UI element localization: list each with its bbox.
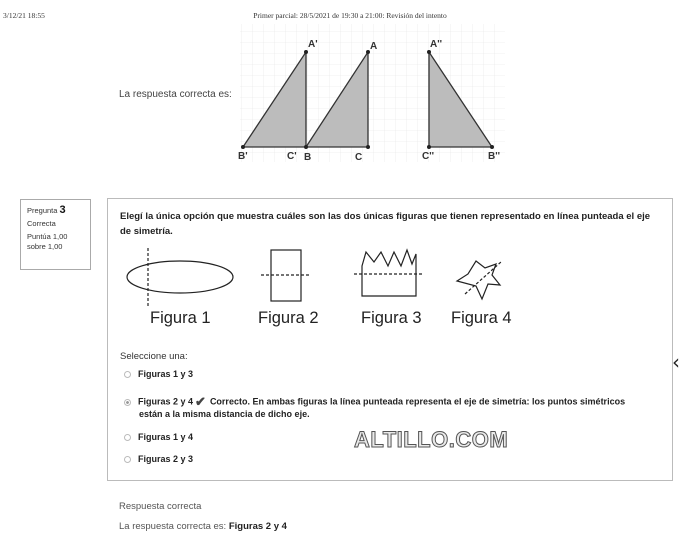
- radio-button[interactable]: [124, 456, 131, 463]
- option-label: Figuras 2 y 4: [138, 396, 194, 407]
- vertex-label: C: [355, 152, 363, 163]
- figure-2-label: Figura 2: [258, 309, 319, 327]
- triangles-figure: [230, 20, 510, 165]
- question-text: Elegí la única opción que muestra cuáles son las dos únicas figuras que tienen representado en línea punteada el eje de simetría.: [120, 211, 651, 237]
- vertex-label: A'': [430, 39, 442, 50]
- correct-answer: Figuras 2 y 4: [228, 521, 287, 532]
- page-title: Primer parcial: 28/5/2021 de 19:30 a 21:00: Revisión del intento: [253, 11, 447, 20]
- vertex-label: B: [304, 152, 312, 163]
- vertex-label: C'': [422, 151, 434, 162]
- option-label: Figuras 2 y 3: [138, 454, 194, 464]
- option-4[interactable]: [124, 454, 193, 464]
- vertex-label: C': [287, 151, 297, 162]
- figure-1-label: Figura 1: [150, 309, 211, 327]
- option-label: Figuras 1 y 3: [138, 369, 194, 379]
- select-one-label: Seleccione una:: [120, 351, 188, 362]
- option-3[interactable]: [124, 432, 193, 442]
- figure-1-ellipse: [127, 261, 233, 293]
- option-1[interactable]: [124, 369, 193, 379]
- checkmark-icon: ✔: [195, 394, 206, 409]
- radio-button[interactable]: [124, 434, 131, 441]
- question-info-box: [20, 199, 91, 270]
- question-number: Pregunta 3: [27, 204, 66, 216]
- option-2[interactable]: [124, 394, 625, 410]
- radio-button-selected[interactable]: [124, 399, 131, 406]
- option-label: Figuras 1 y 4: [138, 432, 194, 442]
- print-date: 3/12/21 18:55: [3, 11, 45, 20]
- correct-answer-line: La respuesta correcta es: Figuras 2 y 4: [119, 521, 287, 532]
- vertex-label: B': [238, 151, 248, 162]
- watermark: ALTILLO.COM: [354, 427, 509, 452]
- figures-illustration: [118, 244, 528, 309]
- figure-3-shape: [362, 250, 416, 296]
- question-content: [107, 198, 673, 481]
- vertex-label: A': [308, 39, 318, 50]
- feedback-text-continued: están a la misma distancia de dicho eje.: [139, 409, 310, 419]
- vertex-label: B'': [488, 151, 500, 162]
- radio-button[interactable]: [124, 371, 131, 378]
- figure-4-star: [457, 261, 500, 299]
- feedback-text: Correcto. En ambas figuras la línea punteada representa el eje de simetría: los puntos simétricos: [209, 396, 626, 407]
- chevron-left-icon[interactable]: ‹: [672, 350, 680, 374]
- figure-4-label: Figura 4: [451, 309, 512, 327]
- question-score-max: sobre 1,00: [27, 242, 63, 251]
- question-score: Puntúa 1,00: [27, 232, 68, 241]
- previous-answer-label: La respuesta correcta es:: [119, 89, 232, 100]
- result-status: Respuesta correcta: [119, 501, 202, 512]
- vertex-label: A: [370, 41, 378, 52]
- figure-3-label: Figura 3: [361, 309, 422, 327]
- question-status: Correcta: [27, 219, 56, 228]
